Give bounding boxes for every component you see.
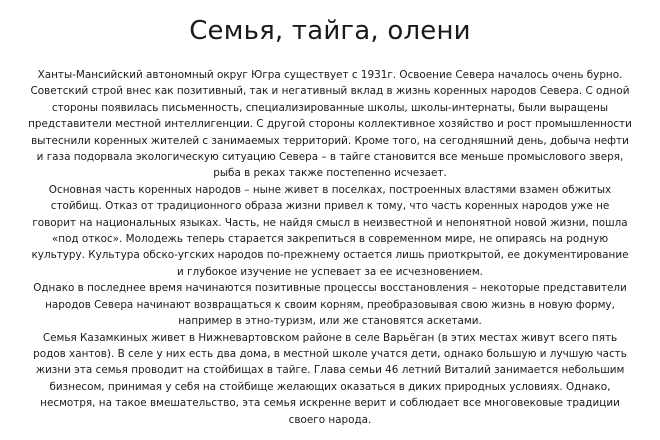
paragraph-present-day: Основная часть коренных народов – ныне живет в поселках, построенных властями взамен обжитых стойбищ. Отказ от традиционного образа жизни привел к тому, что часть коренных народов уже не говорит на национальных языках. Часть, не найдя смысл в неизвестной и непонятной новой жизни, пошла «под откос». Молодежь теперь старается закрепиться в современном мире, не опираясь на родную культуру. Культура обско-угских народов по-прежнему остается лишь приоткрытой, ее документирование и глубокое изучение не успевает за ее исчезновением.	[31, 183, 629, 278]
slide-body	[28, 67, 632, 428]
paragraph-revival: Однако в последнее время начинаются позитивные процессы восстановления – некоторые представители народов Севера начинают возвращаться к своим корням, преобразовывая свою жизнь в новую форму, например в этно-туризм, или же становятся аскетами.	[33, 282, 627, 328]
paragraph-kazamkin-family: Семья Казамкиных живет в Нижневартовском районе в селе Варьёган (в этих местах живут всего пять родов хантов). В селе у них есть два дома, в местной школе учатся дети, однако большую и лучшую часть жизни эта семья проводит на стойбищах в тайге. Глава семьи 46 летний Виталий занимается небольшим бизнесом, принимая у себя на стойбище желающих оказаться в диких природных условиях. Однако, несмотря, на такое вмешательство, эта семья искренне верит и соблюдает все многовековые традиции своего народа.	[33, 331, 627, 426]
paragraph-history: Ханты-Мансийский автономный округ Югра существует с 1931г. Освоение Севера началось очень бурно. Советский строй внес как позитивный, так и негативный вклад в жизнь коренных народов Севера. С одной стороны появилась письменность, специализированные школы, школы-интернаты, были выращены представители местной интеллигенции. С другой стороны коллективное хозяйство и рост промышленности вытеснили коренных жителей с занимаемых территорий. Кроме того, на сегодняшний день, добыча нефти и газа подорвала экологическую ситуацию Севера – в тайге становится все меньше промыслового зверя, рыба в реках также постепенно исчезает.	[28, 69, 632, 180]
slide-title: Семья, тайга, олени	[189, 16, 471, 46]
